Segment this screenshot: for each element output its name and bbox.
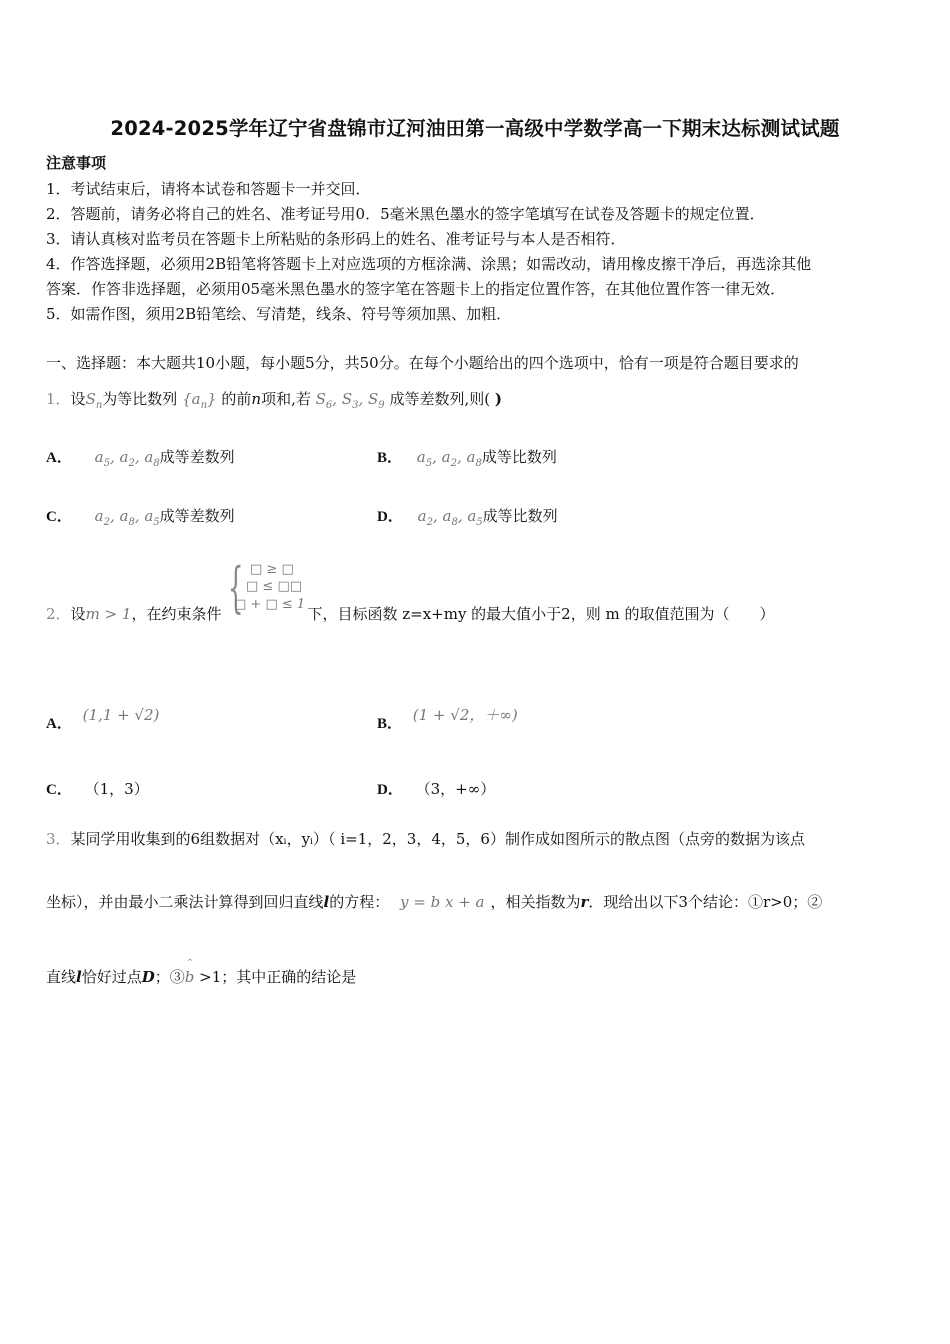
question-3-line-1: 3．某同学用收集到的6组数据对（xᵢ，yᵢ）（ i=1，2，3，4，5，6）制作成如图所示的散点图（点旁的数据为该点 (46, 830, 805, 848)
section-heading: 一、选择题：本大题共10小题，每小题5分，共50分。在每个小题给出的四个选项中，恰有一项是符合题目要求的 (46, 354, 799, 372)
math-sn: $S_n$ (85, 390, 103, 411)
option-d[interactable]: D． $a_2$, $a_8$, $a_5$成等比数列 (377, 507, 558, 528)
notice-item: 答案．作答非选择题，必须用05毫米黑色墨水的签字笔在答题卡上的指定位置作答，在其他位置作答一律无效． (46, 280, 786, 298)
regression-equation: y = b x + a (400, 893, 485, 911)
notice-item: 5．如需作图，须用2B铅笔绘、写清楚，线条、符号等须加黑、加粗． (46, 305, 512, 323)
question-number: 3． (46, 830, 71, 848)
notice-item: 2．答题前，请务必将自己的姓名、准考证号用0．5毫米黑色墨水的签字笔填写在试卷及答题卡的规定位置． (46, 205, 765, 223)
math-a2-a8-a5: $a_2$, $a_8$, $a_5$ (94, 507, 160, 528)
notice-heading: 注意事项 (46, 154, 107, 172)
math-a2-a8-a5: $a_2$, $a_8$, $a_5$ (417, 507, 483, 528)
option-a[interactable]: A． $a_5$, $a_2$, $a_8$成等差数列 (46, 448, 235, 469)
option-d[interactable]: D． （3，+∞） (377, 780, 496, 798)
math-s6-s3-s9: $S_6$, $S_3$, $S_9$ (315, 390, 385, 411)
option-b[interactable]: B． (1 + √2，＋∞) (377, 706, 518, 732)
question-number: 2． (46, 605, 71, 623)
constraint-system: { □ ≥ □ □ ≤ □□ □ + □ ≤ 1 (228, 556, 306, 619)
option-a[interactable]: A． (1,1 + √2) (46, 706, 160, 732)
question-2: 2．设m > 1，在约束条件 下，目标函数 z=x+my 的最大值小于2，则 m 的取值范围为（ ） (46, 605, 775, 623)
notice-item: 1．考试结束后，请将本试卷和答题卡一并交回． (46, 180, 371, 198)
option-b[interactable]: B． $a_5$, $a_2$, $a_8$成等比数列 (377, 448, 557, 469)
question-1: 1．设$S_n$为等比数列 $\{a_n\}$ 的前n项和,若 $S_6$, $S_3$, $S_9$ 成等差数列,则( ) (46, 390, 502, 411)
option-c[interactable]: C． （1，3） (46, 780, 149, 798)
math-an: $\{a_n\}$ (182, 390, 217, 411)
question-3-line-2: 坐标），并由最小二乘法计算得到回归直线l的方程： y = b x + a ，相关指数为r．现给出以下3个结论：①r>0；② (46, 893, 823, 911)
notice-item: 3．请认真核对监考员在答题卡上所粘贴的条形码上的姓名、准考证号与本人是否相符． (46, 230, 626, 248)
option-c[interactable]: C． $a_2$, $a_8$, $a_5$成等差数列 (46, 507, 235, 528)
math-a5-a2-a8: $a_5$, $a_2$, $a_8$ (94, 448, 160, 469)
notice-item: 4．作答选择题，必须用2B铅笔将答题卡上对应选项的方框涂满、涂黑；如需改动，请用橡皮擦干净后，再选涂其他 (46, 255, 812, 273)
question-number: 1． (46, 390, 71, 408)
math-a5-a2-a8: $a_5$, $a_2$, $a_8$ (416, 448, 482, 469)
question-3-line-3: 直线l恰好过点D；③^ b >1；其中正确的结论是 (46, 966, 356, 987)
page-title: 2024-2025学年辽宁省盘锦市辽河油田第一高级中学数学高一下期末达标测试试题 (110, 117, 840, 140)
